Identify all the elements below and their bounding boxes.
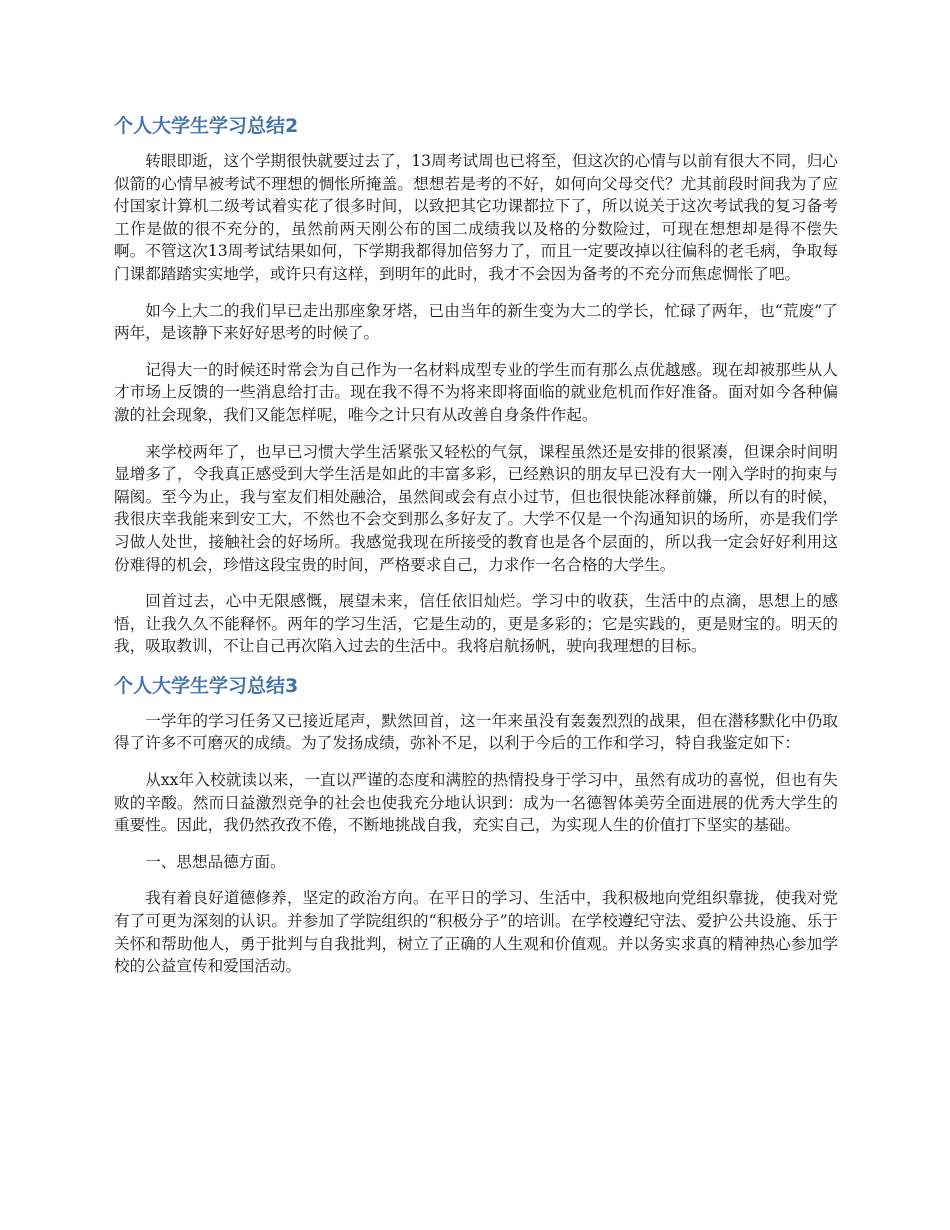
paragraph: 一、思想品德方面。 xyxy=(145,852,286,871)
paragraph: 我有着良好道德修养，坚定的政治方向。在平日的学习、生活中，我积极地向党组织靠拢，使我对党有了可更为深刻的认识。并参加了学院组织的“积极分子”的培训。在学校遵纪守法、爱护公共设施、乐于关怀和帮助他人，勇于批判与自我批判，树立了正确的人生观和价值观。并以务实求真的精神热心参加学校的公益宣传和爱国活动。 xyxy=(114,889,838,976)
paragraph: 一学年的学习任务又已接近尾声，默然回首，这一年来虽没有轰轰烈烈的战果，但在潜移默化中仍取得了许多不可磨灭的成绩。为了发扬成绩，弥补不足，以利于今后的工作和学习，特自我鉴定如下： xyxy=(114,711,838,753)
document-body xyxy=(114,112,838,992)
paragraph: 如今上大二的我们早已走出那座象牙塔，已由当年的新生变为大二的学长，忙碌了两年，也“荒废”了两年，是该静下来好好思考的时候了。 xyxy=(114,301,838,343)
paragraph: 从xx年入校就读以来，一直以严谨的态度和满腔的热情投身于学习中，虽然有成功的喜悦，但也有失败的辛酸。然而日益激烈竞争的社会也使我充分地认识到：成为一名德智体美劳全面进展的优秀大学生的重要性。因此，我仍然孜孜不倦，不断地挑战自我，充实自己，为实现人生的价值打下坚实的基础。 xyxy=(114,771,838,835)
section-heading: 个人大学生学习总结3 xyxy=(114,674,299,697)
paragraph: 转眼即逝，这个学期很快就要过去了，13周考试周也已将至，但这次的心情与以前有很大不同，归心似箭的心情早被考试不理想的惆怅所掩盖。想想若是考的不好，如何向父母交代？尤其前段时间我为了应付国家计算机二级考试着实花了很多时间，以致把其它功课都拉下了，所以说关于这次考试我的复习备考工作是做的很不充分的，虽然前两天刚公布的国二成绩我以及格的分数险过，可现在想想却是得不偿失啊。不管这次13周考试结果如何，下学期我都得加倍努力了，而且一定要改掉以往偏科的老毛病，争取每门课都踏踏实实地学，或许只有这样，到明年的此时，我才不会因为备考的不充分而焦虑惆怅了吧。 xyxy=(114,152,838,283)
paragraph: 记得大一的时候还时常会为自己作为一名材料成型专业的学生而有那么点优越感。现在却被那些从人才市场上反馈的一些消息给打击。现在我不得不为将来即将面临的就业危机而作好准备。面对如今各种偏激的社会现象，我们又能怎样呢，唯今之计只有从改善自身条件作起。 xyxy=(114,360,838,424)
paragraph: 来学校两年了，也早已习惯大学生活紧张又轻松的气氛，课程虽然还是安排的很紧凑，但课余时间明显增多了，令我真正感受到大学生活是如此的丰富多彩，已经熟识的朋友早已没有大一刚入学时的拘束与隔阂。至今为止，我与室友们相处融洽，虽然间或会有点小过节，但也很快能冰释前嫌，所以有的时候，我很庆幸我能来到安工大，不然也不会交到那么多好友了。大学不仅是一个沟通知识的场所，亦是我们学习做人处世，接触社会的好场所。我感觉我现在所接受的教育也是各个层面的，所以我一定会好好利用这份难得的机会，珍惜这段宝贵的时间，严格要求自己，力求作一名合格的大学生。 xyxy=(114,442,838,574)
section-heading: 个人大学生学习总结2 xyxy=(114,115,299,137)
paragraph: 回首过去，心中无限感慨，展望未来，信任依旧灿烂。学习中的收获，生活中的点滴，思想上的感悟，让我久久不能释怀。两年的学习生活，它是生动的，更是多彩的；它是实践的，更是财宝的。明天的我，吸取教训，不让自己再次陷入过去的生活中。我将启航扬帆，驶向我理想的目标。 xyxy=(114,592,838,656)
